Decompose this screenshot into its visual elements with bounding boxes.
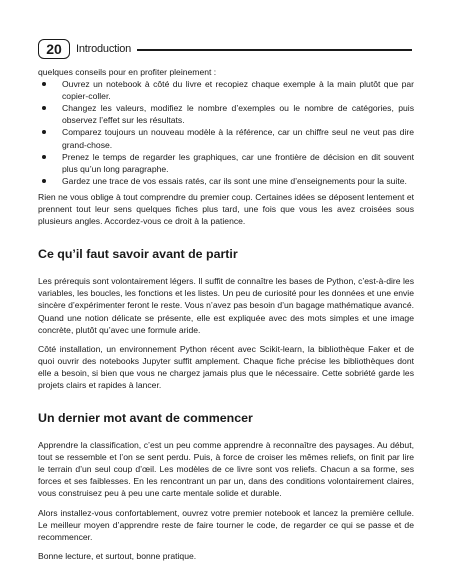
paragraph: Bonne lecture, et surtout, bonne pratique. [38, 550, 197, 561]
list-item: Prenez le temps de regarder les graphiques, car une frontière de décision en dit souvent plus qu’un long paragraphe. [38, 151, 414, 175]
list-item: Ouvrez un notebook à côté du livre et recopiez chaque exemple à la main plutôt que par copier-coller. [38, 78, 414, 102]
list-item: Gardez une trace de vos essais ratés, car ils sont une mine d’enseignements pour la suite. [38, 175, 414, 187]
bullet-icon [42, 155, 46, 159]
paragraph: Apprendre la classification, c’est un peu comme apprendre à reconnaître des paysages. Au début, tout se ressemble et l’on se sent perdu. Puis, à force de croiser les mêmes reliefs, on finit par lire le terrain d’un seul coup d’œil. Les modèles de ce livre sont vos reliefs. Chacun a sa forme, ses forces et ses faiblesses. En les rencontrant un par un, dans des conditions volontairement claires, vous construisez peu à peu une carte mentale solide et durable. [38, 440, 414, 499]
paragraph: Les prérequis sont volontairement légers. Il suffit de connaître les bases de Python, c’est-à-dire les variables, les boucles, les fonctions et les listes. Un peu de curiosité pour les données et une envie sincère d’expérimenter feront le reste. Vous n’avez pas besoin d’un bagage mathématique avancé. Quand une notion délicate se présente, elle est expliquée avec des mots simples et une image concrète, plutôt qu’avec une formule aride. [38, 276, 414, 335]
bullet-icon [42, 179, 46, 183]
list-item: Changez les valeurs, modifiez le nombre d’exemples ou le nombre de catégories, puis observez l’effet sur les résultats. [38, 102, 414, 126]
header-rule [137, 49, 412, 50]
page-body [38, 66, 414, 562]
tips-list [38, 78, 414, 187]
chapter-title: Introduction [76, 43, 132, 55]
page-number: 20 [38, 39, 70, 59]
paragraph: Côté installation, un environnement Python récent avec Scikit-learn, la bibliothèque Faker et de quoi ouvrir des notebooks Jupyter suffit amplement. Chaque fiche précise les bibliothèques dont elle a besoin, si bien que vous ne chargez jamais plus que le nécessaire. Cette sobriété garde les projets clairs et rapides à lancer. [38, 343, 414, 390]
bullet-icon [42, 106, 46, 110]
paragraph: Alors installez-vous confortablement, ouvrez votre premier notebook et lancez la première cellule. Le meilleur moyen d’apprendre reste de faire tourner le code, de regarder ce qui se passe et de recommencer. [38, 507, 414, 542]
section-heading: Ce qu’il faut savoir avant de partir [38, 247, 238, 262]
page-header [38, 38, 412, 60]
bullet-icon [42, 130, 46, 134]
bullet-icon [42, 82, 46, 86]
section-heading: Un dernier mot avant de commencer [38, 411, 253, 426]
paragraph: Rien ne vous oblige à tout comprendre du premier coup. Certaines idées se déposent lentement et prennent tout leur sens quelques fiches plus tard, une fois que vous les avez croisées sous plusieurs angles. Accordez-vous ce droit à la patience. [38, 191, 414, 227]
intro-line: quelques conseils pour en profiter pleinement : [38, 67, 217, 77]
list-item: Comparez toujours un nouveau modèle à la référence, car un chiffre seul ne veut pas dire grand-chose. [38, 126, 414, 150]
